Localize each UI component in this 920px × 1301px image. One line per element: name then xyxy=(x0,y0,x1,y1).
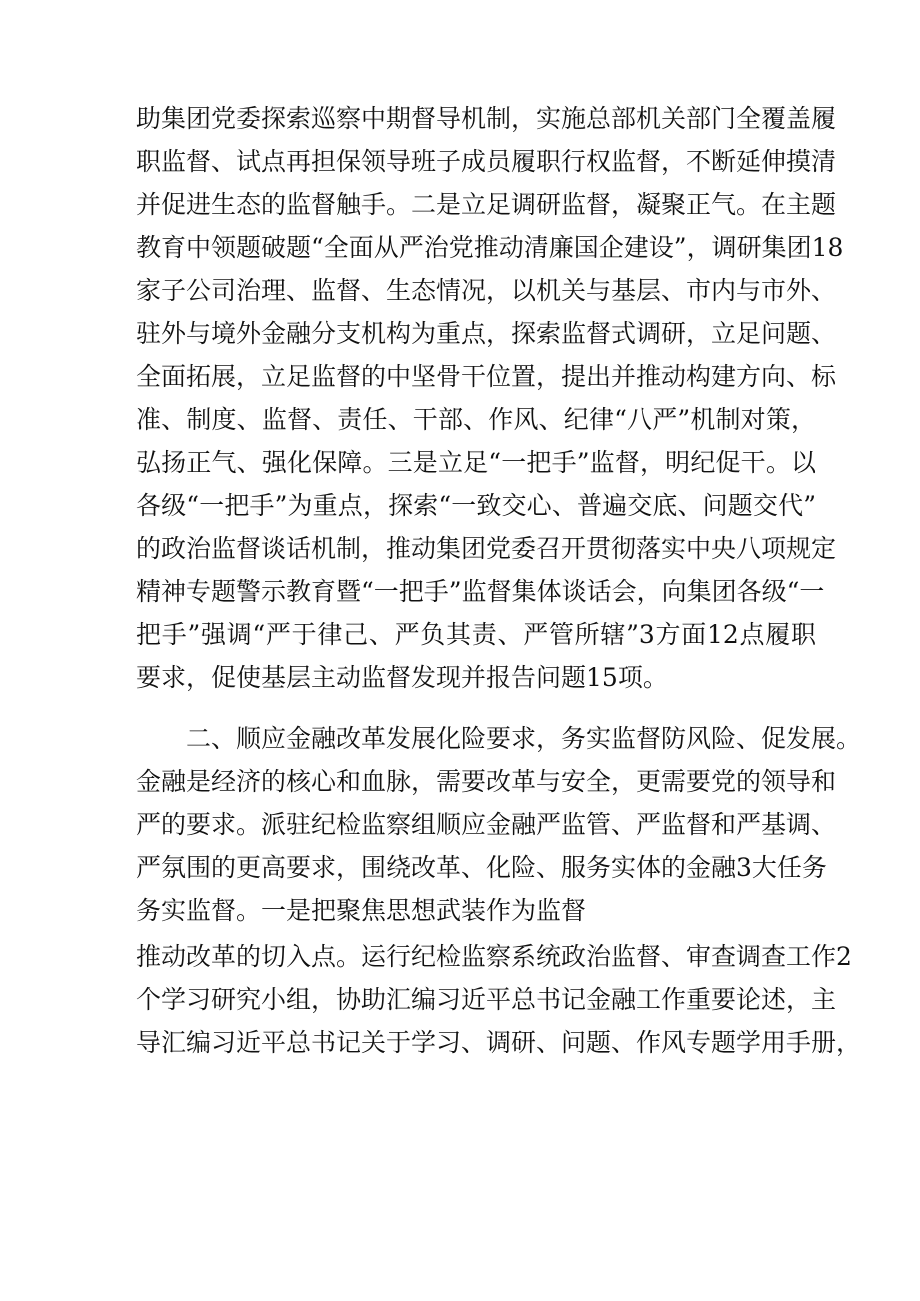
text-line: 个学习研究小组，协助汇编习近平总书记金融工作重要论述，主 xyxy=(136,985,837,1014)
text-line: 家子公司治理、监督、生态情况，以机关与基层、市内与市外、 xyxy=(136,276,837,305)
text-line: 助集团党委探索巡察中期督导机制，实施总部机关部门全覆盖履 xyxy=(136,104,837,133)
text-line: 全面拓展，立足监督的中坚骨干位置，提出并推动构建方向、标 xyxy=(136,362,837,391)
text-line: 金融是经济的核心和血脉，需要改革与安全，更需要党的领导和 xyxy=(136,767,837,796)
text-line: 并促进生态的监督触手。二是立足调研监督，凝聚正气。在主题 xyxy=(136,190,837,219)
section-heading-line: 二、顺应金融改革发展化险要求，务实监督防风险、促发展。 xyxy=(136,724,862,753)
text-line: 弘扬正气、强化保障。三是立足“一把手”监督，明纪促干。以 xyxy=(136,448,816,477)
text-line: 严氛围的更高要求，围绕改革、化险、服务实体的金融3大任务 xyxy=(136,853,827,882)
text-line: 教育中领题破题“全面从严治党推动清廉国企建设”，调研集团18 xyxy=(136,233,844,262)
text-line: 职监督、试点再担保领导班子成员履职行权监督，不断延伸摸清 xyxy=(136,147,837,176)
text-line: 精神专题警示教育暨“一把手”监督集体谈话会，向集团各级“一 xyxy=(136,577,825,606)
text-line: 务实监督。一是把聚焦思想武装作为监督 xyxy=(136,896,587,925)
text-line: 要求，促使基层主动监督发现并报告问题15项。 xyxy=(136,663,668,692)
text-line: 驻外与境外金融分支机构为重点，探索监督式调研，立足问题、 xyxy=(136,319,837,348)
text-line: 严的要求。派驻纪检监察组顺应金融严监管、严监督和严基调、 xyxy=(136,810,837,839)
text-line: 的政治监督谈话机制，推动集团党委召开贯彻落实中央八项规定 xyxy=(136,534,837,563)
text-line: 各级“一把手”为重点，探索“一致交心、普遍交底、问题交代” xyxy=(136,491,816,520)
text-line: 导汇编习近平总书记关于学习、调研、问题、作风专题学用手册， xyxy=(136,1028,862,1057)
text-line: 准、制度、监督、责任、干部、作风、纪律“八严”机制对策， xyxy=(136,405,816,434)
text-line: 把手”强调“严于律己、严负其责、严管所辖”3方面12点履职 xyxy=(136,620,816,649)
text-line: 推动改革的切入点。运行纪检监察系统政治监督、审查调查工作2 xyxy=(136,942,852,971)
